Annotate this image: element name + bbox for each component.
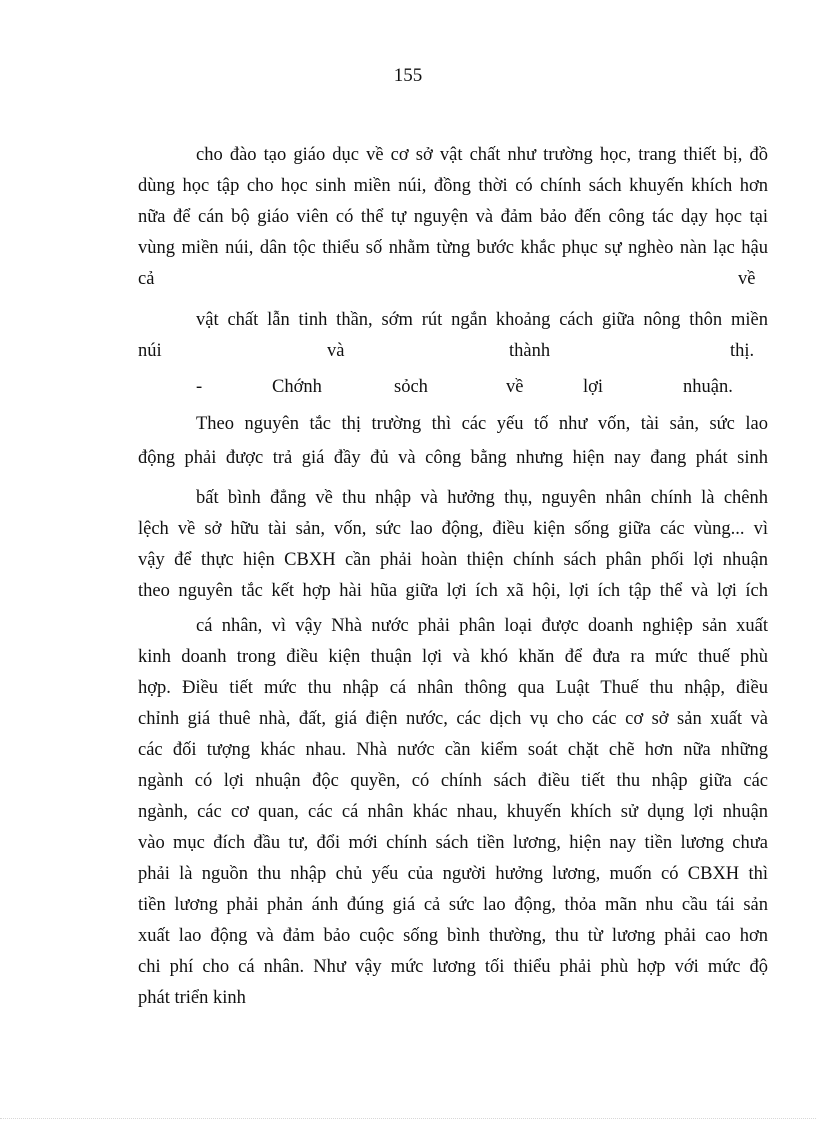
text-line: chỉnh giá thuê nhà, đất, giá điện nước, các dịch vụ cho các cơ sở sản xuất và bbox=[138, 709, 768, 729]
text-line: theo nguyên tắc kết hợp hài hũa giữa lợi ích xã hội, lợi ích tập thể và lợi ích bbox=[138, 581, 768, 601]
text-line: động phải được trả giá đầy đủ và công bằng nhưng hiện nay đang phát sinh bbox=[138, 448, 768, 468]
heading-word: sỏch bbox=[394, 377, 428, 397]
heading-word: về bbox=[506, 377, 524, 397]
text-line: bất bình đẳng về thu nhập và hưởng thụ, nguyên nhân chính là chênh bbox=[196, 488, 768, 508]
text-word: và bbox=[327, 341, 345, 361]
heading-word: nhuận. bbox=[683, 377, 733, 397]
text-line: ngành, các cơ quan, các cá nhân khác nhau, khuyến khích sử dụng lợi nhuận bbox=[138, 802, 768, 822]
text-line: hợp. Điều tiết mức thu nhập cá nhân thông qua Luật Thuế thu nhập, điều bbox=[138, 678, 768, 698]
text-line: lệch về sở hữu tài sản, vốn, sức lao động, điều kiện sống giữa các vùng... vì bbox=[138, 519, 768, 539]
text-line: các đối tượng khác nhau. Nhà nước cần kiểm soát chặt chẽ hơn nữa những bbox=[138, 740, 768, 760]
text-line: phải là nguồn thu nhập chủ yếu của người hưởng lương, muốn có CBXH thì bbox=[138, 864, 768, 884]
text-line: dùng học tập cho học sinh miền núi, đồng thời có chính sách khuyến khích hơn bbox=[138, 176, 768, 196]
text-line: ngành có lợi nhuận độc quyền, có chính sách điều tiết thu nhập giữa các bbox=[138, 771, 768, 791]
text-line: Theo nguyên tắc thị trường thì các yếu tố như vốn, tài sản, sức lao bbox=[196, 414, 768, 434]
text-word: núi bbox=[138, 341, 162, 361]
heading-word: lợi bbox=[583, 377, 604, 397]
text-line: vào mục đích đầu tư, đổi mới chính sách tiền lương, hiện nay tiền lương chưa bbox=[138, 833, 768, 853]
text-line: vậy để thực hiện CBXH cần phải hoàn thiện chính sách phân phối lợi nhuận bbox=[138, 550, 768, 570]
text-line: kinh doanh trong điều kiện thuận lợi và khó khăn để đưa ra mức thuế phù bbox=[138, 647, 768, 667]
text-word: thành bbox=[509, 341, 551, 361]
footer-rule bbox=[0, 1118, 816, 1119]
text-line: chi phí cho cá nhân. Như vậy mức lương tối thiểu phải phù hợp với mức độ bbox=[138, 957, 768, 977]
text-line: tiền lương phải phản ánh đúng giá cả sức lao động, thỏa mãn nhu cầu tái sản bbox=[138, 895, 768, 915]
text-line: cho đào tạo giáo dục về cơ sở vật chất như trường học, trang thiết bị, đồ bbox=[196, 145, 768, 165]
text-word: thị. bbox=[730, 341, 755, 361]
text-line: nữa để cán bộ giáo viên có thể tự nguyện và đảm bảo đến công tác dạy học tại bbox=[138, 207, 768, 227]
page-number: 155 bbox=[393, 65, 423, 86]
text-line: cá nhân, vì vậy Nhà nước phải phân loại được doanh nghiệp sản xuất bbox=[196, 616, 768, 636]
heading-word: - bbox=[196, 377, 203, 397]
text-line: xuất lao động và đảm bảo cuộc sống bình thường, thu từ lương phải cao hơn bbox=[138, 926, 768, 946]
heading-word: Chớnh bbox=[272, 377, 322, 397]
text-line: vùng miền núi, dân tộc thiểu số nhằm từng bước khắc phục sự nghèo nàn lạc hậu bbox=[138, 238, 768, 258]
text-line: phát triển kinh bbox=[138, 988, 246, 1008]
text-line: vật chất lẫn tinh thần, sớm rút ngắn khoảng cách giữa nông thôn miền bbox=[196, 310, 768, 330]
text-word: về bbox=[738, 269, 756, 289]
text-word: cả bbox=[138, 269, 155, 289]
